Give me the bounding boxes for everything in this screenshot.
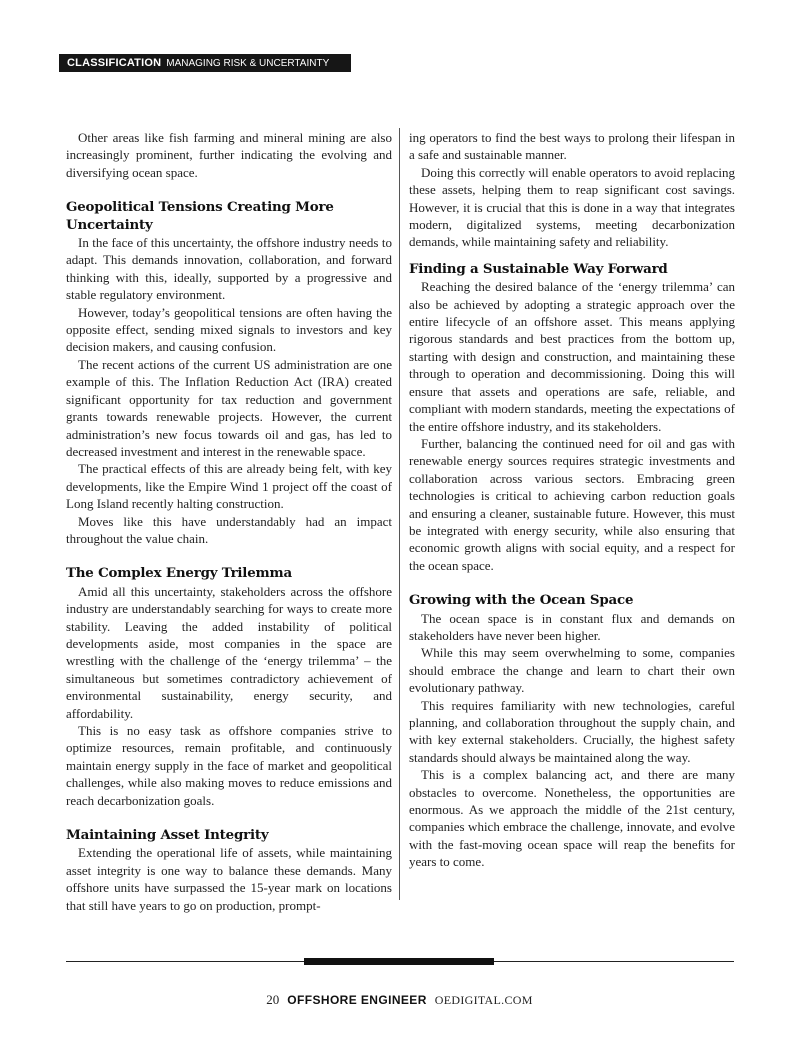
heading-sustainable: Finding a Sustainable Way Forward <box>409 260 668 277</box>
page-footer <box>0 991 799 1009</box>
column-divider <box>399 128 400 900</box>
paragraph: Further, balancing the continued need for oil and gas with renewable energy sources requires strategic investments and collaboration across various sectors. Embracing green technologies is critical to achieving carbon reduction goals and ensuring a cleaner, sustainable future. However, this must be integrated with energy security, while also ensuring that economic growth aligns with social equity, and a respect for the ocean space. <box>409 435 735 573</box>
paragraph: The recent actions of the current US administration are one example of this. The Inflation Reduction Act (IRA) created significant opportunity for tax reduction and government grants towards renewable projects. However, the current administration’s new focus towards oil and gas, has led to decreased investment and interest in the renewable space. <box>66 356 392 459</box>
section-tag: CLASSIFICATION <box>67 57 162 69</box>
paragraph: However, today’s geopolitical tensions are often having the opposite effect, sending mixed signals to investors and key decision makers, and causing confusion. <box>66 304 392 355</box>
paragraph: The ocean space is in constant flux and demands on stakeholders have never been higher. <box>409 610 735 643</box>
magazine-name: OFFSHORE ENGINEER <box>287 993 427 1007</box>
section-banner <box>59 54 351 72</box>
heading-asset-integrity: Maintaining Asset Integrity <box>66 827 269 844</box>
paragraph: Extending the operational life of assets, while maintaining asset integrity is one way to balance these demands. Many offshore units have surpassed the 15-year mark on locations that still have years to go on production, prompt- <box>66 845 392 913</box>
footer-bar <box>304 958 494 965</box>
paragraph: Doing this correctly will enable operators to avoid replacing these assets, helping them to reap significant cost savings. However, it is crucial that this is done in a way that integrates modern, digitalized systems, meeting decarbonization demands, while maintaining safety and reliability. <box>409 164 735 250</box>
paragraph: The practical effects of this are already being felt, with key developments, like the Empire Wind 1 project off the coast of Long Island recently halting construction. <box>66 461 392 512</box>
heading-geopolitical: Geopolitical Tensions Creating More Uncertainty <box>66 199 334 233</box>
intro-paragraph: Other areas like fish farming and mineral mining are also increasingly prominent, further indicating the evolving and diversifying ocean space. <box>66 130 392 180</box>
paragraph: Moves like this have understandably had an impact throughout the value chain. <box>66 513 392 546</box>
paragraph: This is no easy task as offshore companies strive to optimize resources, remain profitable, and continuously maintain energy supply in the face of market and geopolitical challenges, while also making moves to reduce emissions and reach decarbonization goals. <box>66 723 392 808</box>
paragraph: In the face of this uncertainty, the offshore industry needs to adapt. This demands innovation, collaboration, and forward thinking with this, ideally, supported by a progressive and stable regulatory environment. <box>66 235 392 303</box>
right-column <box>409 129 735 871</box>
section-subtitle: MANAGING RISK & UNCERTAINTY <box>166 57 330 69</box>
left-column <box>66 129 392 914</box>
heading-trilemma: The Complex Energy Trilemma <box>66 565 292 582</box>
website-link[interactable]: OEDIGITAL.COM <box>434 993 533 1007</box>
paragraph: While this may seem overwhelming to some, companies should embrace the change and learn to chart their own evolutionary pathway. <box>409 645 735 696</box>
page-number: 20 <box>266 992 280 1007</box>
paragraph: Reaching the desired balance of the ‘energy trilemma’ can also be achieved by adopting a strategic approach over the entire lifecycle of an offshore asset. This means applying rigorous standards and best practices from the bottom up, starting with design and construction, and maintaining these through to operation and decommissioning. Doing this will ensure that assets and operations are safe, reliable, and compliant with modern standards, meeting the expectations of the entire offshore industry, and its stakeholders. <box>409 279 735 434</box>
paragraph-continued: ing operators to find the best ways to prolong their lifespan in a safe and sustainable manner. <box>409 130 735 163</box>
paragraph: Amid all this uncertainty, stakeholders across the offshore industry are understandably searching for ways to create more stability. Leaving the added instability of political developments aside, most companies in the space are wrestling with the challenge of the ‘energy trilemma’ – the simultaneous but sometimes contradictory achievement of environmental sustainability, energy security, and affordability. <box>66 583 392 721</box>
paragraph: This is a complex balancing act, and there are many obstacles to overcome. Nonetheless, the opportunities are enormous. As we approach the middle of the 21st century, companies which embrace the challenge, innovate, and evolve with the fast-moving ocean space will reap the benefits for years to come. <box>409 767 735 870</box>
heading-ocean-space: Growing with the Ocean Space <box>409 592 634 609</box>
paragraph: This requires familiarity with new technologies, careful planning, and collaboration throughout the supply chain, and with key external stakeholders. Crucially, the highest safety standards should always be maintained along the way. <box>409 697 735 765</box>
